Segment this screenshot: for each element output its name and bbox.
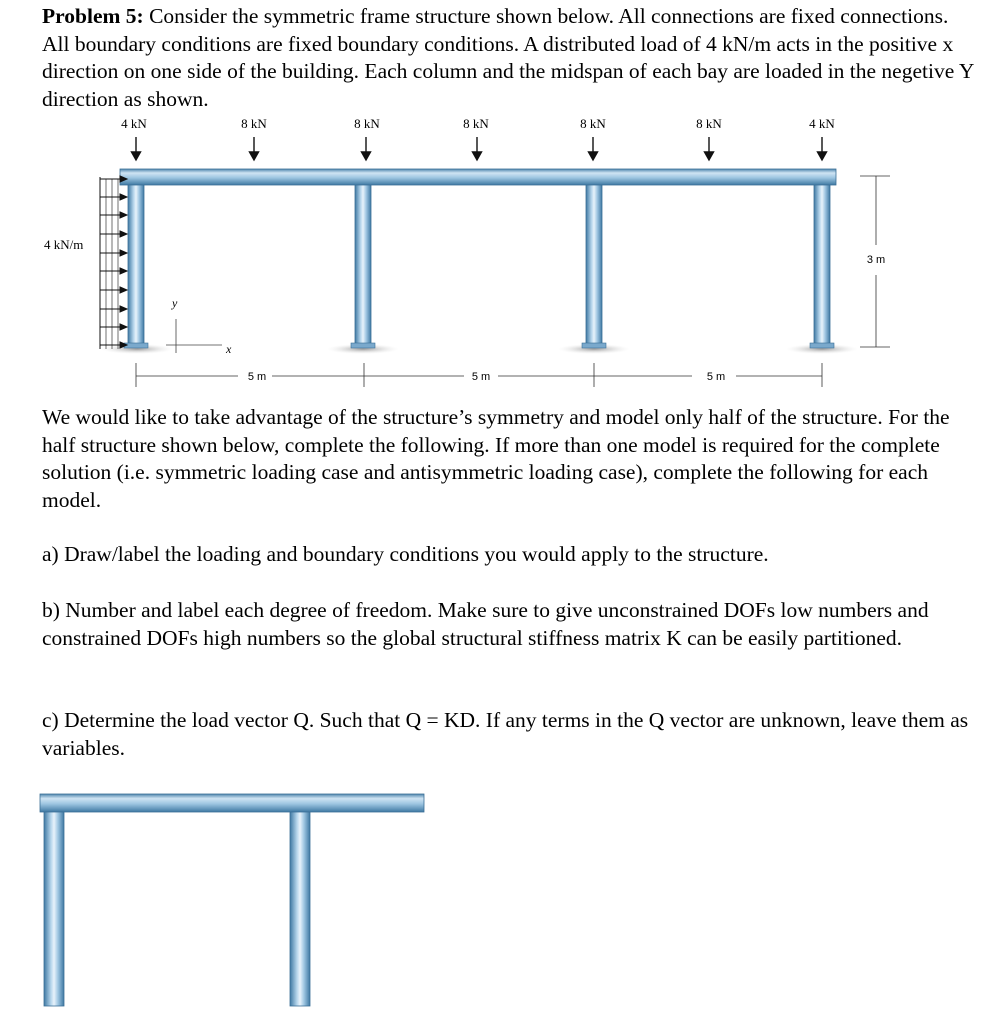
right-arrow-icon bbox=[100, 324, 127, 330]
down-arrow-icon bbox=[705, 137, 714, 160]
problem-statement bbox=[42, 3, 977, 113]
height-label: 3 m bbox=[866, 254, 886, 266]
half-column-2 bbox=[290, 806, 310, 1006]
frame-beam bbox=[120, 169, 836, 185]
right-arrow-icon bbox=[100, 306, 127, 312]
symmetry-statement: We would like to take advantage of the structure’s symmetry and model only half of the structure. For the half structure shown below, complete the following. If more than one model is required for the complete solution (i.e. symmetric loading case and antisymmetric loading case), complete the following for each model. bbox=[42, 405, 950, 512]
point-load-arrows bbox=[132, 137, 827, 160]
right-arrow-icon bbox=[100, 231, 127, 237]
task-c: c) Determine the load vector Q. Such that Q = KD. If any terms in the Q vector are unknown, leave them as variables. bbox=[42, 708, 969, 760]
bay-label-1: 5 m bbox=[247, 371, 267, 383]
right-arrow-icon bbox=[100, 287, 127, 293]
half-frame-figure bbox=[0, 790, 460, 1020]
problem-heading: Problem 5: bbox=[42, 4, 144, 28]
point-load-labels bbox=[121, 116, 835, 131]
down-arrow-icon bbox=[818, 137, 827, 160]
down-arrow-icon bbox=[132, 137, 141, 160]
load-label-5: 8 kN bbox=[580, 116, 606, 131]
right-arrow-icon bbox=[100, 212, 127, 218]
bay-label-2: 5 m bbox=[471, 371, 491, 383]
distributed-load-label: 4 kN/m bbox=[44, 237, 84, 252]
load-label-6: 8 kN bbox=[696, 116, 722, 131]
load-label-4: 8 kN bbox=[463, 116, 489, 131]
load-label-2: 8 kN bbox=[241, 116, 267, 131]
down-arrow-icon bbox=[589, 137, 598, 160]
half-beam bbox=[40, 794, 424, 812]
coordinate-axes bbox=[166, 319, 222, 353]
right-arrow-icon bbox=[100, 250, 127, 256]
column-4 bbox=[814, 183, 830, 347]
column-1 bbox=[128, 183, 144, 347]
ground-supports bbox=[101, 344, 858, 354]
load-label-3: 8 kN bbox=[354, 116, 380, 131]
right-arrow-icon bbox=[100, 194, 127, 200]
load-label-1: 4 kN bbox=[121, 116, 147, 131]
half-column-1 bbox=[44, 806, 64, 1006]
frame-columns bbox=[124, 183, 834, 348]
task-a: a) Draw/label the loading and boundary conditions you would apply to the structure. bbox=[42, 542, 769, 566]
bay-label-3: 5 m bbox=[706, 371, 726, 383]
task-b: b) Number and label each degree of freedom. Make sure to give unconstrained DOFs low numbers and constrained DOFs high numbers so the global structural stiffness matrix K can be easily partitioned. bbox=[42, 598, 929, 650]
axis-y-label: y bbox=[172, 296, 178, 310]
down-arrow-icon bbox=[250, 137, 259, 160]
distributed-load bbox=[100, 176, 127, 349]
column-3 bbox=[586, 183, 602, 347]
problem-text: Consider the symmetric frame structure shown below. All connections are fixed connections. All boundary conditions are fixed boundary conditions. A distributed load of 4 kN/m acts in the positive x direction on one side of the building. Each column and the midspan of each bay are loaded in the negetive Y direction as shown. bbox=[42, 4, 974, 111]
down-arrow-icon bbox=[473, 137, 482, 160]
load-label-7: 4 kN bbox=[809, 116, 835, 131]
down-arrow-icon bbox=[362, 137, 371, 160]
full-frame-figure bbox=[0, 105, 1000, 405]
column-2 bbox=[355, 183, 371, 347]
right-arrow-icon bbox=[100, 176, 127, 182]
axis-x-label: x bbox=[226, 342, 232, 356]
right-arrow-icon bbox=[100, 268, 127, 274]
